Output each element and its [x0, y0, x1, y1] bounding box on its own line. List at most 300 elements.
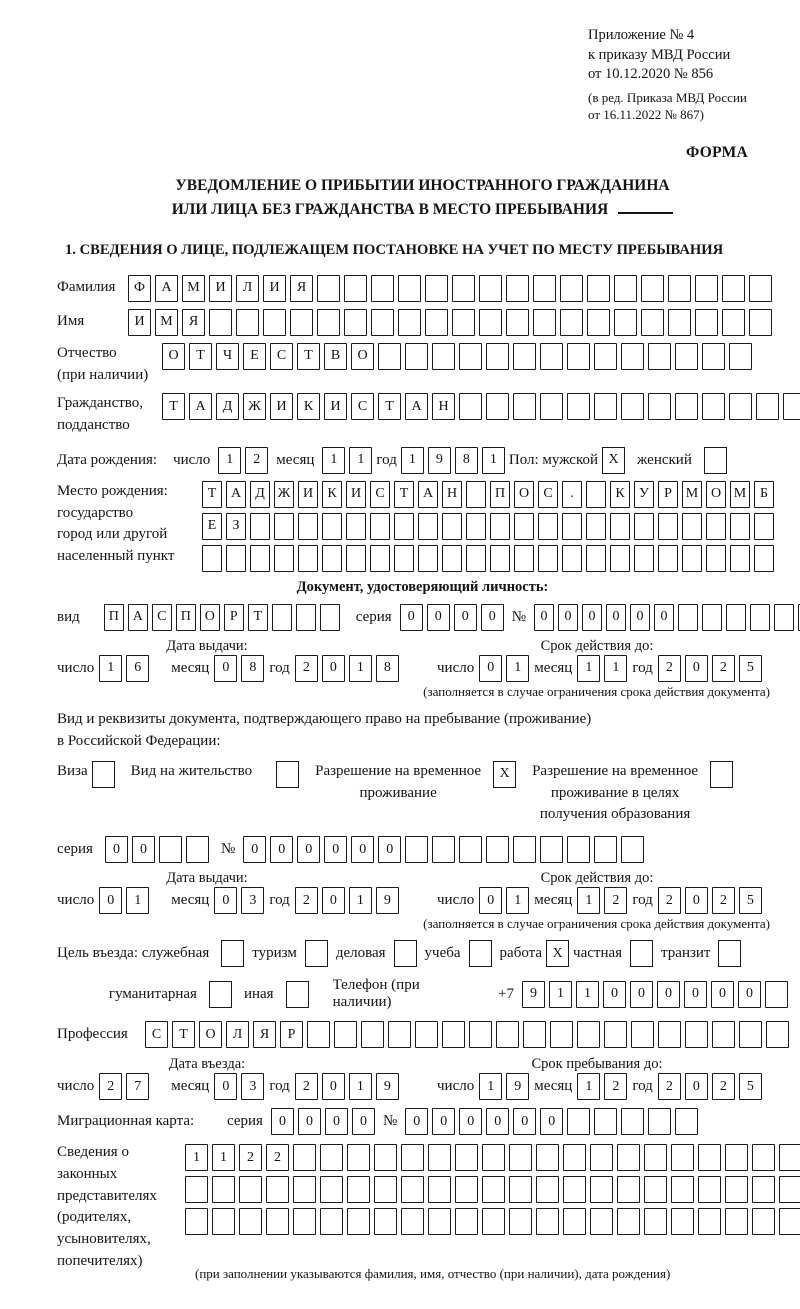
- char-cell[interactable]: [590, 1144, 613, 1171]
- char-cell[interactable]: 0: [322, 887, 345, 914]
- char-cell[interactable]: [766, 1021, 789, 1048]
- char-cell[interactable]: [779, 1176, 800, 1203]
- char-cell[interactable]: [754, 513, 774, 540]
- char-cell[interactable]: 2: [604, 1073, 627, 1100]
- char-cell[interactable]: 0: [685, 1073, 708, 1100]
- char-cell[interactable]: [293, 1176, 316, 1203]
- char-cell[interactable]: [621, 836, 644, 863]
- char-cell[interactable]: [185, 1208, 208, 1235]
- char-cell[interactable]: [725, 1176, 748, 1203]
- char-cell[interactable]: [459, 343, 482, 370]
- birth-day-cells[interactable]: [218, 447, 268, 474]
- char-cell[interactable]: 2: [99, 1073, 122, 1100]
- char-cell[interactable]: [621, 393, 644, 420]
- char-cell[interactable]: [675, 343, 698, 370]
- char-cell[interactable]: А: [128, 604, 148, 631]
- char-cell[interactable]: [550, 1021, 573, 1048]
- char-cell[interactable]: [702, 343, 725, 370]
- char-cell[interactable]: 6: [126, 655, 149, 682]
- char-cell[interactable]: [293, 1144, 316, 1171]
- char-cell[interactable]: [617, 1144, 640, 1171]
- char-cell[interactable]: [774, 604, 794, 631]
- legal-reps-cells-1[interactable]: [185, 1144, 800, 1171]
- patronymic-cells[interactable]: [162, 343, 752, 370]
- char-cell[interactable]: [239, 1208, 262, 1235]
- char-cell[interactable]: И: [128, 309, 151, 336]
- char-cell[interactable]: Ж: [274, 481, 294, 508]
- char-cell[interactable]: [274, 545, 294, 572]
- char-cell[interactable]: [226, 545, 246, 572]
- char-cell[interactable]: [567, 393, 590, 420]
- char-cell[interactable]: 0: [352, 1108, 375, 1135]
- char-cell[interactable]: [695, 275, 718, 302]
- res-issue-year-cells[interactable]: [295, 887, 399, 914]
- char-cell[interactable]: [523, 1021, 546, 1048]
- char-cell[interactable]: А: [226, 481, 246, 508]
- char-cell[interactable]: [490, 545, 510, 572]
- char-cell[interactable]: [536, 1208, 559, 1235]
- char-cell[interactable]: [533, 275, 556, 302]
- char-cell[interactable]: [756, 393, 779, 420]
- char-cell[interactable]: [668, 275, 691, 302]
- char-cell[interactable]: [695, 309, 718, 336]
- char-cell[interactable]: 2: [658, 887, 681, 914]
- char-cell[interactable]: К: [610, 481, 630, 508]
- char-cell[interactable]: [560, 275, 583, 302]
- char-cell[interactable]: [347, 1208, 370, 1235]
- char-cell[interactable]: [671, 1208, 694, 1235]
- char-cell[interactable]: [428, 1176, 451, 1203]
- char-cell[interactable]: 0: [297, 836, 320, 863]
- char-cell[interactable]: [490, 513, 510, 540]
- char-cell[interactable]: [726, 604, 746, 631]
- char-cell[interactable]: 0: [214, 1073, 237, 1100]
- char-cell[interactable]: М: [682, 481, 702, 508]
- char-cell[interactable]: [212, 1176, 235, 1203]
- char-cell[interactable]: [563, 1176, 586, 1203]
- char-cell[interactable]: 1: [185, 1144, 208, 1171]
- char-cell[interactable]: [290, 309, 313, 336]
- char-cell[interactable]: 1: [549, 981, 572, 1008]
- work-checkbox[interactable]: X: [546, 940, 569, 967]
- res-valid-year-cells[interactable]: [658, 887, 762, 914]
- char-cell[interactable]: [706, 545, 726, 572]
- char-cell[interactable]: П: [176, 604, 196, 631]
- char-cell[interactable]: Ч: [216, 343, 239, 370]
- doc-valid-year-cells[interactable]: [658, 655, 762, 682]
- char-cell[interactable]: [432, 836, 455, 863]
- char-cell[interactable]: [641, 309, 664, 336]
- char-cell[interactable]: [374, 1176, 397, 1203]
- char-cell[interactable]: [272, 604, 292, 631]
- char-cell[interactable]: А: [189, 393, 212, 420]
- char-cell[interactable]: 8: [376, 655, 399, 682]
- char-cell[interactable]: [482, 1208, 505, 1235]
- char-cell[interactable]: [594, 836, 617, 863]
- char-cell[interactable]: [442, 513, 462, 540]
- char-cell[interactable]: [648, 1108, 671, 1135]
- char-cell[interactable]: [374, 1208, 397, 1235]
- char-cell[interactable]: 1: [349, 655, 372, 682]
- char-cell[interactable]: П: [104, 604, 124, 631]
- char-cell[interactable]: [610, 513, 630, 540]
- char-cell[interactable]: Я: [290, 275, 313, 302]
- char-cell[interactable]: 0: [558, 604, 578, 631]
- char-cell[interactable]: [466, 545, 486, 572]
- char-cell[interactable]: [668, 309, 691, 336]
- char-cell[interactable]: К: [322, 481, 342, 508]
- char-cell[interactable]: [401, 1208, 424, 1235]
- char-cell[interactable]: [293, 1208, 316, 1235]
- char-cell[interactable]: И: [263, 275, 286, 302]
- char-cell[interactable]: 0: [351, 836, 374, 863]
- char-cell[interactable]: [185, 1176, 208, 1203]
- char-cell[interactable]: [371, 275, 394, 302]
- birth-place-cells-3[interactable]: [202, 545, 774, 572]
- char-cell[interactable]: [442, 1021, 465, 1048]
- char-cell[interactable]: С: [152, 604, 172, 631]
- char-cell[interactable]: 0: [454, 604, 477, 631]
- char-cell[interactable]: [614, 275, 637, 302]
- char-cell[interactable]: [394, 545, 414, 572]
- char-cell[interactable]: [538, 545, 558, 572]
- char-cell[interactable]: [702, 393, 725, 420]
- char-cell[interactable]: .: [562, 481, 582, 508]
- other-checkbox[interactable]: [286, 981, 309, 1008]
- char-cell[interactable]: Т: [248, 604, 268, 631]
- char-cell[interactable]: [614, 309, 637, 336]
- char-cell[interactable]: [783, 393, 800, 420]
- doc-issue-month-cells[interactable]: [214, 655, 264, 682]
- char-cell[interactable]: Т: [394, 481, 414, 508]
- char-cell[interactable]: [621, 343, 644, 370]
- char-cell[interactable]: С: [538, 481, 558, 508]
- char-cell[interactable]: 0: [99, 887, 122, 914]
- char-cell[interactable]: 5: [739, 887, 762, 914]
- char-cell[interactable]: [730, 545, 750, 572]
- profession-cells[interactable]: [145, 1021, 789, 1048]
- char-cell[interactable]: 9: [376, 1073, 399, 1100]
- char-cell[interactable]: 2: [658, 655, 681, 682]
- char-cell[interactable]: М: [730, 481, 750, 508]
- char-cell[interactable]: 2: [295, 655, 318, 682]
- char-cell[interactable]: [682, 513, 702, 540]
- char-cell[interactable]: [658, 1021, 681, 1048]
- char-cell[interactable]: [509, 1144, 532, 1171]
- char-cell[interactable]: [540, 343, 563, 370]
- char-cell[interactable]: [405, 343, 428, 370]
- char-cell[interactable]: М: [155, 309, 178, 336]
- char-cell[interactable]: [425, 309, 448, 336]
- char-cell[interactable]: 0: [630, 604, 650, 631]
- mig-number-cells[interactable]: [405, 1108, 698, 1135]
- char-cell[interactable]: [486, 836, 509, 863]
- char-cell[interactable]: [263, 309, 286, 336]
- char-cell[interactable]: 1: [99, 655, 122, 682]
- char-cell[interactable]: О: [200, 604, 220, 631]
- char-cell[interactable]: 0: [324, 836, 347, 863]
- char-cell[interactable]: 0: [132, 836, 155, 863]
- legal-reps-cells-2[interactable]: [185, 1176, 800, 1203]
- char-cell[interactable]: [514, 513, 534, 540]
- char-cell[interactable]: 0: [630, 981, 653, 1008]
- entry-day-cells[interactable]: [99, 1073, 149, 1100]
- phone-cells[interactable]: [522, 981, 788, 1008]
- char-cell[interactable]: [725, 1144, 748, 1171]
- char-cell[interactable]: [587, 309, 610, 336]
- char-cell[interactable]: [378, 343, 401, 370]
- char-cell[interactable]: В: [324, 343, 347, 370]
- char-cell[interactable]: О: [199, 1021, 222, 1048]
- residence-permit-checkbox[interactable]: [276, 761, 299, 788]
- char-cell[interactable]: 8: [241, 655, 264, 682]
- char-cell[interactable]: 0: [685, 887, 708, 914]
- char-cell[interactable]: Р: [280, 1021, 303, 1048]
- char-cell[interactable]: 2: [712, 887, 735, 914]
- char-cell[interactable]: 1: [349, 887, 372, 914]
- char-cell[interactable]: [432, 343, 455, 370]
- char-cell[interactable]: О: [706, 481, 726, 508]
- char-cell[interactable]: 0: [432, 1108, 455, 1135]
- visa-checkbox[interactable]: [92, 761, 115, 788]
- char-cell[interactable]: [398, 309, 421, 336]
- char-cell[interactable]: 0: [479, 655, 502, 682]
- char-cell[interactable]: [631, 1021, 654, 1048]
- char-cell[interactable]: [658, 545, 678, 572]
- char-cell[interactable]: [388, 1021, 411, 1048]
- char-cell[interactable]: [604, 1021, 627, 1048]
- char-cell[interactable]: [466, 481, 486, 508]
- char-cell[interactable]: Е: [243, 343, 266, 370]
- char-cell[interactable]: [266, 1208, 289, 1235]
- char-cell[interactable]: [562, 545, 582, 572]
- char-cell[interactable]: [186, 836, 209, 863]
- char-cell[interactable]: 0: [405, 1108, 428, 1135]
- char-cell[interactable]: [706, 513, 726, 540]
- doc-series-cells[interactable]: [400, 604, 504, 631]
- char-cell[interactable]: [506, 275, 529, 302]
- doc-valid-month-cells[interactable]: [577, 655, 627, 682]
- doc-issue-year-cells[interactable]: [295, 655, 399, 682]
- char-cell[interactable]: [486, 343, 509, 370]
- char-cell[interactable]: [765, 981, 788, 1008]
- char-cell[interactable]: Я: [182, 309, 205, 336]
- char-cell[interactable]: 1: [577, 887, 600, 914]
- char-cell[interactable]: [698, 1176, 721, 1203]
- char-cell[interactable]: Е: [202, 513, 222, 540]
- char-cell[interactable]: 1: [349, 447, 372, 474]
- char-cell[interactable]: 0: [459, 1108, 482, 1135]
- char-cell[interactable]: [685, 1021, 708, 1048]
- char-cell[interactable]: [506, 309, 529, 336]
- char-cell[interactable]: Т: [162, 393, 185, 420]
- char-cell[interactable]: [298, 545, 318, 572]
- char-cell[interactable]: [634, 513, 654, 540]
- char-cell[interactable]: 1: [577, 655, 600, 682]
- char-cell[interactable]: [250, 545, 270, 572]
- char-cell[interactable]: [370, 513, 390, 540]
- char-cell[interactable]: [239, 1176, 262, 1203]
- char-cell[interactable]: 0: [322, 655, 345, 682]
- char-cell[interactable]: 0: [738, 981, 761, 1008]
- entry-month-cells[interactable]: [214, 1073, 264, 1100]
- mig-series-cells[interactable]: [271, 1108, 375, 1135]
- char-cell[interactable]: [586, 545, 606, 572]
- char-cell[interactable]: [334, 1021, 357, 1048]
- char-cell[interactable]: [346, 513, 366, 540]
- char-cell[interactable]: 0: [105, 836, 128, 863]
- char-cell[interactable]: 0: [711, 981, 734, 1008]
- res-valid-month-cells[interactable]: [577, 887, 627, 914]
- char-cell[interactable]: [712, 1021, 735, 1048]
- char-cell[interactable]: [398, 275, 421, 302]
- char-cell[interactable]: [754, 545, 774, 572]
- char-cell[interactable]: М: [182, 275, 205, 302]
- edu-permit-checkbox[interactable]: [710, 761, 733, 788]
- char-cell[interactable]: [587, 275, 610, 302]
- char-cell[interactable]: [428, 1208, 451, 1235]
- char-cell[interactable]: [644, 1176, 667, 1203]
- char-cell[interactable]: 1: [212, 1144, 235, 1171]
- char-cell[interactable]: Т: [297, 343, 320, 370]
- char-cell[interactable]: 0: [322, 1073, 345, 1100]
- char-cell[interactable]: С: [145, 1021, 168, 1048]
- char-cell[interactable]: [594, 393, 617, 420]
- char-cell[interactable]: [644, 1208, 667, 1235]
- char-cell[interactable]: З: [226, 513, 246, 540]
- char-cell[interactable]: [682, 545, 702, 572]
- char-cell[interactable]: [634, 545, 654, 572]
- char-cell[interactable]: 0: [214, 655, 237, 682]
- res-number-cells[interactable]: [243, 836, 644, 863]
- char-cell[interactable]: [466, 513, 486, 540]
- char-cell[interactable]: [725, 1208, 748, 1235]
- char-cell[interactable]: [513, 343, 536, 370]
- char-cell[interactable]: А: [405, 393, 428, 420]
- char-cell[interactable]: [236, 309, 259, 336]
- char-cell[interactable]: [617, 1208, 640, 1235]
- char-cell[interactable]: [322, 513, 342, 540]
- char-cell[interactable]: [702, 604, 722, 631]
- char-cell[interactable]: [322, 545, 342, 572]
- char-cell[interactable]: 0: [270, 836, 293, 863]
- char-cell[interactable]: [307, 1021, 330, 1048]
- char-cell[interactable]: [344, 275, 367, 302]
- char-cell[interactable]: [455, 1176, 478, 1203]
- char-cell[interactable]: [209, 309, 232, 336]
- char-cell[interactable]: [513, 393, 536, 420]
- char-cell[interactable]: [274, 513, 294, 540]
- char-cell[interactable]: [405, 836, 428, 863]
- char-cell[interactable]: [560, 309, 583, 336]
- char-cell[interactable]: [320, 1144, 343, 1171]
- char-cell[interactable]: [567, 1108, 590, 1135]
- char-cell[interactable]: Т: [202, 481, 222, 508]
- char-cell[interactable]: [675, 1108, 698, 1135]
- birth-place-cells-1[interactable]: [202, 481, 774, 508]
- char-cell[interactable]: [641, 275, 664, 302]
- char-cell[interactable]: [590, 1208, 613, 1235]
- char-cell[interactable]: [418, 545, 438, 572]
- char-cell[interactable]: 0: [685, 655, 708, 682]
- char-cell[interactable]: [675, 393, 698, 420]
- char-cell[interactable]: [202, 545, 222, 572]
- char-cell[interactable]: 0: [298, 1108, 321, 1135]
- char-cell[interactable]: [729, 393, 752, 420]
- char-cell[interactable]: [621, 1108, 644, 1135]
- char-cell[interactable]: [415, 1021, 438, 1048]
- char-cell[interactable]: 0: [684, 981, 707, 1008]
- char-cell[interactable]: [567, 343, 590, 370]
- temp-permit-checkbox[interactable]: X: [493, 761, 516, 788]
- char-cell[interactable]: [317, 309, 340, 336]
- char-cell[interactable]: 0: [271, 1108, 294, 1135]
- char-cell[interactable]: [479, 309, 502, 336]
- char-cell[interactable]: 0: [481, 604, 504, 631]
- char-cell[interactable]: [317, 275, 340, 302]
- char-cell[interactable]: 9: [506, 1073, 529, 1100]
- char-cell[interactable]: 2: [245, 447, 268, 474]
- char-cell[interactable]: [644, 1144, 667, 1171]
- char-cell[interactable]: [370, 545, 390, 572]
- study-checkbox[interactable]: [469, 940, 492, 967]
- char-cell[interactable]: Ф: [128, 275, 151, 302]
- char-cell[interactable]: [479, 275, 502, 302]
- char-cell[interactable]: А: [155, 275, 178, 302]
- char-cell[interactable]: Т: [189, 343, 212, 370]
- char-cell[interactable]: Я: [253, 1021, 276, 1048]
- char-cell[interactable]: 1: [506, 655, 529, 682]
- char-cell[interactable]: И: [209, 275, 232, 302]
- char-cell[interactable]: 0: [400, 604, 423, 631]
- char-cell[interactable]: [752, 1208, 775, 1235]
- char-cell[interactable]: [739, 1021, 762, 1048]
- char-cell[interactable]: 0: [378, 836, 401, 863]
- char-cell[interactable]: 0: [582, 604, 602, 631]
- char-cell[interactable]: 3: [241, 887, 264, 914]
- doc-issue-day-cells[interactable]: [99, 655, 149, 682]
- char-cell[interactable]: Т: [378, 393, 401, 420]
- char-cell[interactable]: [296, 604, 316, 631]
- char-cell[interactable]: О: [351, 343, 374, 370]
- char-cell[interactable]: [482, 1176, 505, 1203]
- char-cell[interactable]: [536, 1144, 559, 1171]
- char-cell[interactable]: [749, 309, 772, 336]
- char-cell[interactable]: [266, 1176, 289, 1203]
- char-cell[interactable]: [567, 836, 590, 863]
- entry-year-cells[interactable]: [295, 1073, 399, 1100]
- char-cell[interactable]: [648, 343, 671, 370]
- char-cell[interactable]: С: [370, 481, 390, 508]
- char-cell[interactable]: 0: [427, 604, 450, 631]
- char-cell[interactable]: Д: [250, 481, 270, 508]
- female-checkbox[interactable]: [704, 447, 727, 474]
- res-valid-day-cells[interactable]: [479, 887, 529, 914]
- char-cell[interactable]: [344, 309, 367, 336]
- char-cell[interactable]: К: [297, 393, 320, 420]
- char-cell[interactable]: 7: [126, 1073, 149, 1100]
- char-cell[interactable]: 0: [654, 604, 674, 631]
- doc-valid-day-cells[interactable]: [479, 655, 529, 682]
- char-cell[interactable]: [320, 1208, 343, 1235]
- char-cell[interactable]: [442, 545, 462, 572]
- male-checkbox[interactable]: X: [602, 447, 625, 474]
- char-cell[interactable]: [538, 513, 558, 540]
- char-cell[interactable]: [586, 513, 606, 540]
- surname-cells[interactable]: [128, 275, 772, 302]
- char-cell[interactable]: [752, 1176, 775, 1203]
- official-checkbox[interactable]: [221, 940, 244, 967]
